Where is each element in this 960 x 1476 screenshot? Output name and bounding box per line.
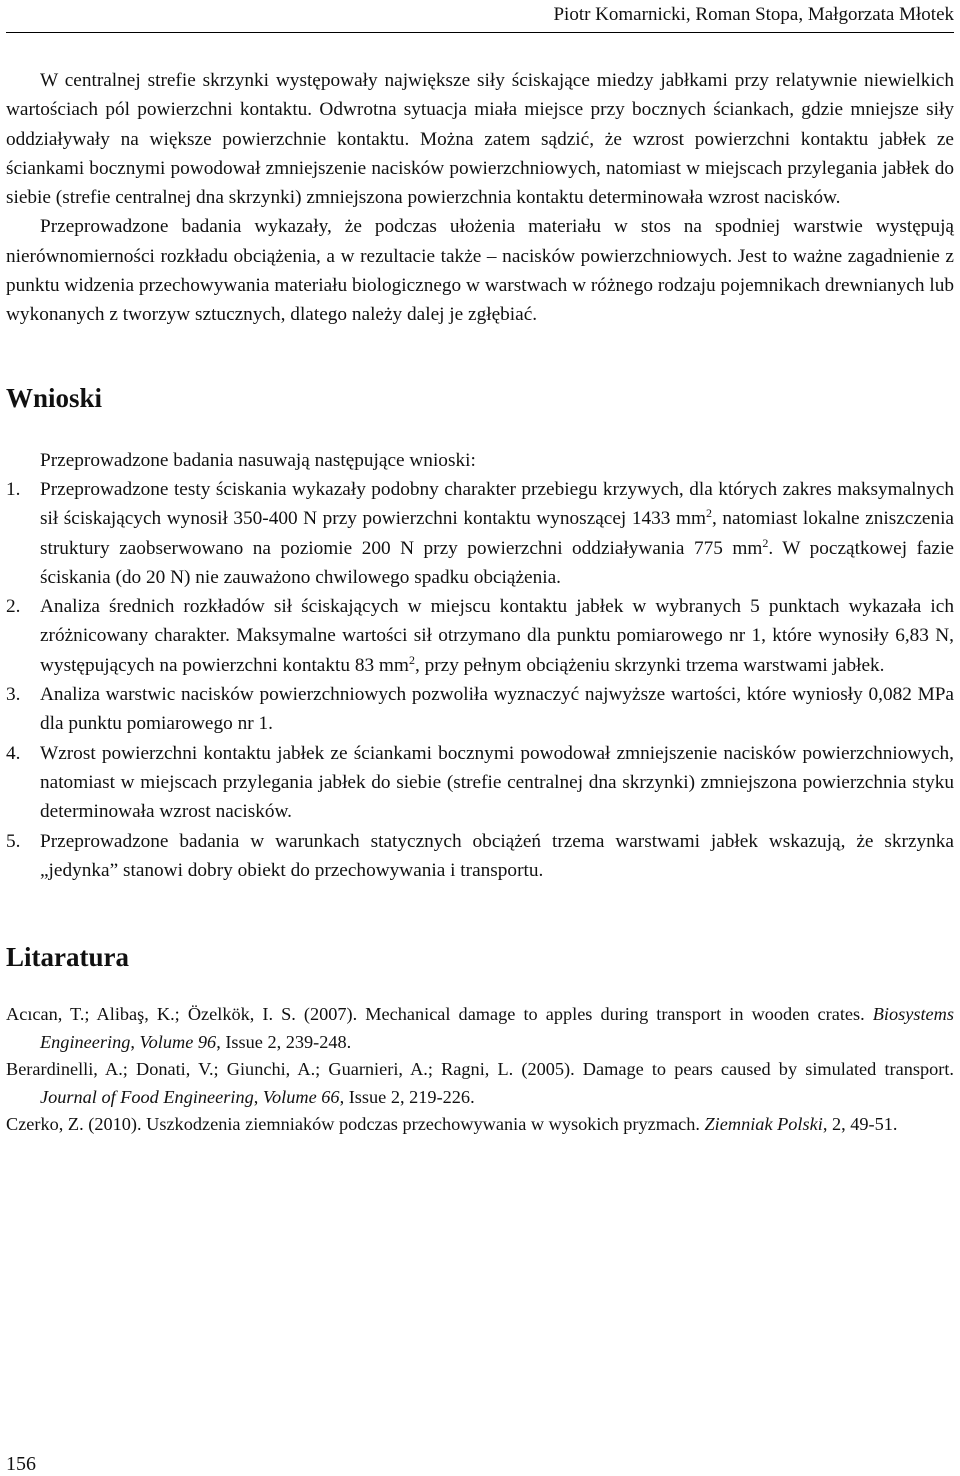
list-item: 1. Przeprowadzone testy ściskania wykazały podobny charakter przebiegu krzywych, dla których zakres maksymalnych sił ściskających wynosił 350-400 N przy powierzchni kontaktu wynoszącej 1433 $mm^2$, natomiast lokalne zniszczenia struktury zaobserwowano na poziomie 200 N przy powierzchni oddziaływania 775 $mm^2$. W początkowej fazie ściskania (do 20 N) nie zauważono chwilowego spadku obciążenia. [6, 475, 954, 592]
page-number: 156 [6, 1453, 36, 1475]
conclusions-list [6, 475, 954, 885]
section-title-conclusions: Wnioski [6, 382, 103, 413]
list-item: 4. Wzrost powierzchni kontaktu jabłek ze ściankami bocznymi powodował zmniejszenie nacisków powierzchniowych, natomiast w miejscach przylegania jabłek do siebie (strefie centralnej dna skrzynki) zmniejszona powierzchnia styku determinowała wzrost nacisków. [6, 739, 954, 827]
list-item: 3. Analiza warstwic nacisków powierzchniowych pozwoliła wyznaczyć najwyższe wartości, które wyniosły 0,082 MPa dla punktu pomiarowego nr 1. [6, 680, 954, 739]
list-item: 5. Przeprowadzone badania w warunkach statycznych obciążeń trzema warstwami jabłek wskazują, że skrzynka „jedynka” stanowi dobry obiekt do przechowywania i transportu. [6, 827, 954, 886]
reference-list [6, 1001, 954, 1139]
discussion-paragraph-2: Przeprowadzone badania wykazały, że podczas ułożenia materiału w stos na spodniej warstwie występują nierównomierności rozkładu obciążenia, a w rezultacie także – nacisków powierzchniowych. Jest to ważne zagadnienie z punktu widzenia przechowywania materiału biologicznego w warstwach w różnego rodzaju pojemnikach drewnianych lub wykonanych z tworzyw sztucznych, dlatego należy dalej je zgłębiać. [6, 216, 954, 326]
list-item-number: 3. [6, 684, 21, 706]
list-item-number: 2. [6, 596, 21, 618]
list-item-number: 1. [6, 478, 21, 500]
running-header: Piotr Komarnicki, Roman Stopa, Małgorzata Młotek [553, 4, 954, 25]
article-body [6, 66, 954, 1139]
list-item-number: 5. [6, 830, 21, 852]
discussion-paragraph-1: W centralnej strefie skrzynki występowały największe siły ściskające miedzy jabłkami przy relatywnie niewielkich wartościach pól powierzchni kontaktu. Odwrotna sytuacja miała miejsce przy bocznych ściankach, gdzie mniejsze siły oddziaływały na większe powierzchnie kontaktu. Można zatem sądzić, że wzrost powierzchni kontaktu jabłek ze ściankami bocznymi powodował zmniejszenie nacisków powierzchniowych, natomiast w miejscach przylegania jabłek do siebie (strefie centralnej dna skrzynki) zmniejszona powierzchnia kontaktu determinowała wzrost nacisków. [6, 70, 954, 209]
header-divider [6, 32, 954, 33]
reference-item: Czerko, Z. (2010). Uszkodzenia ziemniaków podczas przechowywania w wysokich pryzmach. Ziemniak Polski, 2, 49-51. [6, 1114, 898, 1135]
reference-item: Acıcan, T.; Alibaş, K.; Özelkök, I. S. (2007). Mechanical damage to apples during transport in wooden crates. Biosystems Engineering, Volume 96, Issue 2, 239-248. [6, 1004, 954, 1052]
conclusions-intro: Przeprowadzone badania nasuwają następujące wnioski: [40, 449, 476, 471]
list-item-number: 4. [6, 742, 21, 764]
reference-item: Berardinelli, A.; Donati, V.; Giunchi, A.; Guarnieri, A.; Ragni, L. (2005). Damage to pears caused by simulated transport. Journal of Food Engineering, Volume 66, Issue 2, 219-226. [6, 1059, 954, 1107]
list-item: 2. Analiza średnich rozkładów sił ściskających w miejscu kontaktu jabłek w wybranych 5 punktach wykazała ich zróżnicowany charakter. Maksymalne wartości sił otrzymano dla punktu pomiarowego nr 1, które wynosiły 6,83 N, występujących na powierzchni kontaktu 83 $mm^2$, przy pełnym obciążeniu skrzynki trzema warstwami jabłek. [6, 592, 954, 680]
section-title-references: Litaratura [6, 942, 129, 973]
